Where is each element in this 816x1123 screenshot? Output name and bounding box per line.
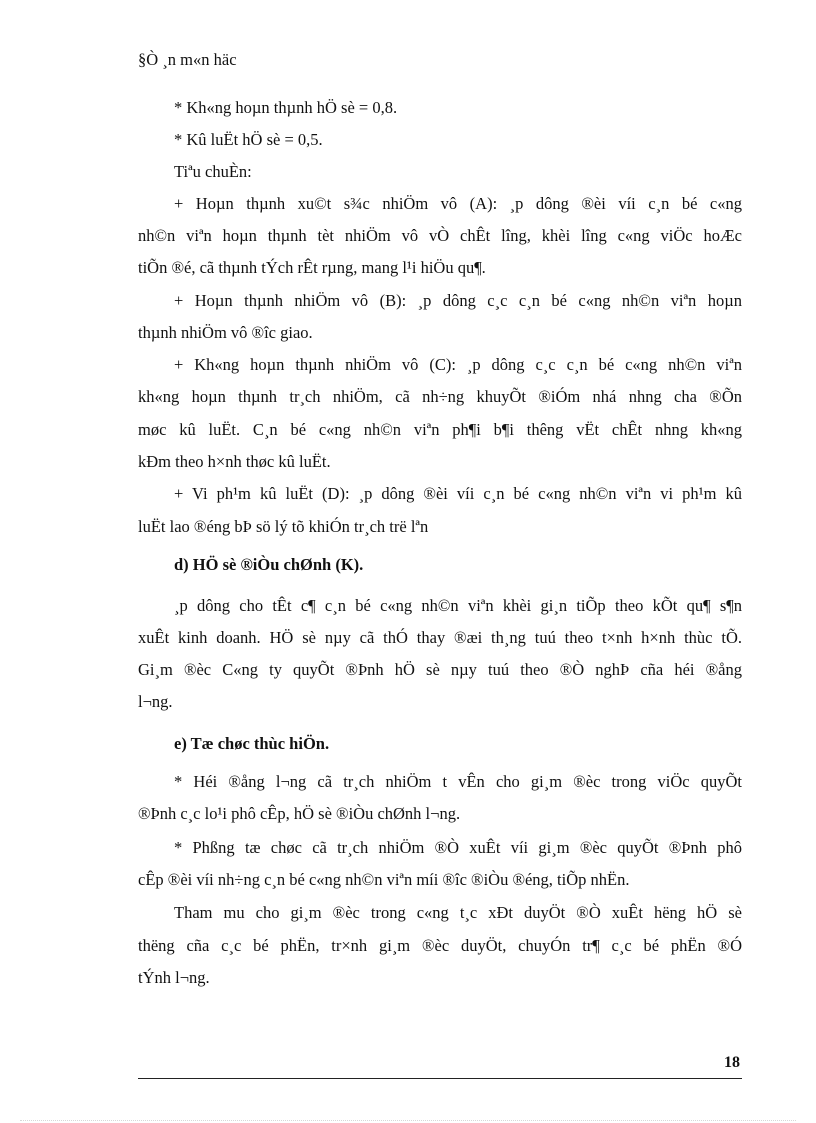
text-line: kh«ng hoµn thµnh tr¸ch nhiÖm, cã nh÷ng khuyÕt ®iÓm nhá nhng cha ®Õn (138, 387, 742, 406)
text-line: cÊp ®èi víi nh÷ng c¸n bé c«ng nh©n viªn míi ®îc ®iÒu ®éng, tiÕp nhËn. (138, 870, 630, 889)
page-number: 18 (724, 1054, 740, 1071)
text-line: * Kû luËt hÖ sè = 0,5. (174, 130, 323, 149)
text-line: kÐm theo h×nh thøc kû luËt. (138, 452, 331, 471)
text-line: xuÊt kinh doanh. HÖ sè nµy cã thÓ thay ®æi th¸ng tuú theo t×nh h×nh thùc tÕ. (138, 628, 742, 647)
text-line: * Phßng tæ chøc cã tr¸ch nhiÖm ®Ò xuÊt víi gi¸m ®èc quyÕt ®Þnh phô (174, 838, 742, 857)
text-line: + Hoµn thµnh nhiÖm vô (B): ¸p dông c¸c c¸n bé c«ng nh©n viªn hoµn (174, 291, 742, 310)
text-line: l¬ng. (138, 692, 173, 711)
page-edge-divider (20, 1120, 796, 1121)
text-line: tÝnh l¬ng. (138, 968, 210, 987)
section-heading-e: e) Tæ chøc thùc hiÖn. (174, 734, 330, 753)
text-line: ®Þnh c¸c lo¹i phô cÊp, hÖ sè ®iÒu chØnh l¬ng. (138, 804, 461, 823)
text-line: møc kû luËt. C¸n bé c«ng nh©n viªn ph¶i b¶i thêng vËt chÊt nhng kh«ng (138, 420, 742, 439)
text-line: Tiªu chuÈn: (174, 162, 252, 181)
text-line: thµnh nhiÖm vô ®îc giao. (138, 323, 313, 342)
text-line: * Kh«ng hoµn thµnh hÖ sè = 0,8. (174, 98, 398, 117)
text-line: + Hoµn thµnh xu©t s¾c nhiÖm vô (A): ¸p dông ®èi víi c¸n bé c«ng (174, 194, 742, 213)
footer-rule (138, 1078, 742, 1079)
text-line: + Kh«ng hoµn thµnh nhiÖm vô (C): ¸p dông c¸c c¸n bé c«ng nh©n viªn (174, 355, 742, 374)
text-line: tiÕn ®é, cã thµnh tÝch rÊt rµng, mang l¹i hiÖu qu¶. (138, 258, 486, 277)
text-line: Gi¸m ®èc C«ng ty quyÕt ®Þnh hÖ sè nµy tuú theo ®Ò nghÞ cña héi ®ång (138, 660, 742, 679)
text-line: luËt lao ®éng bÞ sö lý tõ khiÓn tr¸ch trë lªn (138, 517, 429, 536)
section-heading-d: d) HÖ sè ®iÒu chØnh (K). (174, 555, 364, 574)
text-line: Tham mu cho gi¸m ®èc trong c«ng t¸c xÐt duyÖt ®Ò xuÊt hëng hÖ sè (174, 903, 742, 922)
section-heading-continued: §Ò ¸n m«n häc (138, 50, 237, 69)
text-line: ¸p dông cho tÊt c¶ c¸n bé c«ng nh©n viªn khèi gi¸n tiÕp theo kÕt qu¶ s¶n (174, 596, 742, 615)
text-line: + Vi ph¹m kû luËt (D): ¸p dông ®èi víi c¸n bé c«ng nh©n viªn vi ph¹m kû (174, 484, 742, 503)
text-line: * Héi ®ång l¬ng cã tr¸ch nhiÖm t vÊn cho gi¸m ®èc trong viÖc quyÕt (174, 772, 742, 791)
text-line: nh©n viªn hoµn thµnh tèt nhiÖm vô vÒ chÊt lîng, khèi lîng c«ng viÖc hoÆc (138, 226, 742, 245)
text-line: thëng cña c¸c bé phËn, tr×nh gi¸m ®èc duyÖt, chuyÓn tr¶ c¸c bé phËn ®Ó (138, 936, 742, 955)
